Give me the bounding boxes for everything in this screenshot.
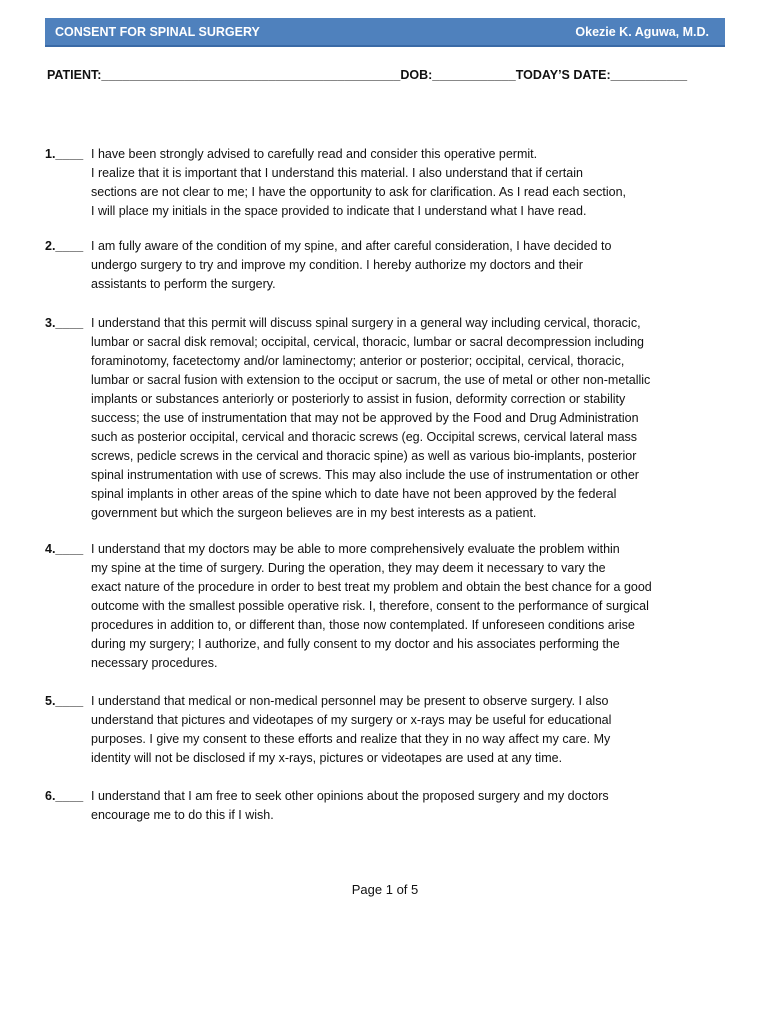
consent-item-4: [45, 540, 725, 673]
item-4-line: procedures in addition to, or different than, those now contemplated. If unforeseen conditions arise: [91, 618, 635, 632]
item-2-line: undergo surgery to try and improve my condition. I hereby authorize my doctors and their: [91, 258, 583, 272]
item-4-line: I understand that my doctors may be able to more comprehensively evaluate the problem within: [91, 542, 620, 556]
patient-info-line: [47, 68, 727, 82]
item-1-line: I realize that it is important that I understand this material. I also understand that if certain: [91, 166, 583, 180]
item-6-line: encourage me to do this if I wish.: [91, 808, 274, 822]
consent-item-3: [45, 314, 725, 523]
item-3-line: lumbar or sacral fusion with extension to the occiput or sacrum, the use of metal or other non-metallic: [91, 373, 651, 387]
item-4-line: outcome with the smallest possible operative risk. I, therefore, consent to the performance of surgical: [91, 599, 649, 613]
consent-item-1: [45, 145, 725, 221]
item-5-line: understand that pictures and videotapes of my surgery or x-rays may be useful for educational: [91, 713, 612, 727]
document-title: CONSENT FOR SPINAL SURGERY: [55, 24, 260, 39]
item-3-line: government but which the surgeon believes are in my best interests as a patient.: [91, 506, 537, 520]
item-6-line: I understand that I am free to seek other opinions about the proposed surgery and my doctors: [91, 789, 609, 803]
initials-blank-5[interactable]: 5.____: [45, 694, 84, 708]
consent-item-5: [45, 692, 725, 768]
dob-field[interactable]: DOB:____________: [400, 68, 516, 82]
item-3-line: foraminotomy, facetectomy and/or laminectomy; anterior or posterior; occipital, cervical, thoracic,: [91, 354, 625, 368]
item-3-line: I understand that this permit will discuss spinal surgery in a general way including cervical, thoracic,: [91, 316, 641, 330]
item-1-line: I will place my initials in the space provided to indicate that I understand what I have read.: [91, 204, 587, 218]
item-4-line: exact nature of the procedure in order to best treat my problem and obtain the best chance for a good: [91, 580, 652, 594]
item-3-line: spinal implants in other areas of the spine which to date have not been approved by the federal: [91, 487, 617, 501]
item-1-line: I have been strongly advised to carefully read and consider this operative permit.: [91, 147, 538, 161]
document-header-bar: [45, 18, 725, 47]
patient-field[interactable]: PATIENT:___________________________________________: [47, 68, 401, 82]
item-4-line: my spine at the time of surgery. During the operation, they may deem it necessary to vary the: [91, 561, 606, 575]
initials-blank-3[interactable]: 3.____: [45, 316, 84, 330]
item-2-line: I am fully aware of the condition of my spine, and after careful consideration, I have decided to: [91, 239, 612, 253]
item-4-line: during my surgery; I authorize, and fully consent to my doctor and his associates performing the: [91, 637, 620, 651]
item-4-line: necessary procedures.: [91, 656, 218, 670]
initials-blank-6[interactable]: 6.____: [45, 789, 84, 803]
todays-date-field[interactable]: TODAY’S DATE:___________: [515, 68, 688, 82]
initials-blank-4[interactable]: 4.____: [45, 542, 84, 556]
initials-blank-1[interactable]: 1.____: [45, 147, 84, 161]
item-5-line: I understand that medical or non-medical personnel may be present to observe surgery. I also: [91, 694, 609, 708]
item-2-line: assistants to perform the surgery.: [91, 277, 276, 291]
initials-blank-2[interactable]: 2.____: [45, 239, 84, 253]
item-1-line: sections are not clear to me; I have the opportunity to ask for clarification. As I read each section,: [91, 185, 627, 199]
consent-item-6: [45, 787, 725, 825]
item-5-line: identity will not be disclosed if my x-rays, pictures or videotapes are used at any time.: [91, 751, 563, 765]
item-3-line: screws, pedicle screws in the cervical and thoracic spine) as well as various bio-implants, posterior: [91, 449, 637, 463]
item-3-line: implants or substances anteriorly or posteriorly to assist in fusion, deformity correction or stability: [91, 392, 626, 406]
item-3-line: success; the use of instrumentation that may not be approved by the Food and Drug Administration: [91, 411, 639, 425]
consent-item-2: [45, 237, 725, 294]
item-3-line: such as posterior occipital, cervical and thoracic screws (eg. Occipital screws, cervical lateral mass: [91, 430, 638, 444]
item-3-line: spinal instrumentation with use of screws. This may also include the use of instrumentation or other: [91, 468, 639, 482]
item-5-line: purposes. I give my consent to these efforts and realize that they in no way affect my care. My: [91, 732, 611, 746]
page-number: Page 1 of 5: [351, 882, 419, 897]
item-3-line: lumbar or sacral disk removal; occipital, cervical, thoracic, lumbar or sacral decompression including: [91, 335, 644, 349]
doctor-name: Okezie K. Aguwa, M.D.: [575, 24, 709, 39]
